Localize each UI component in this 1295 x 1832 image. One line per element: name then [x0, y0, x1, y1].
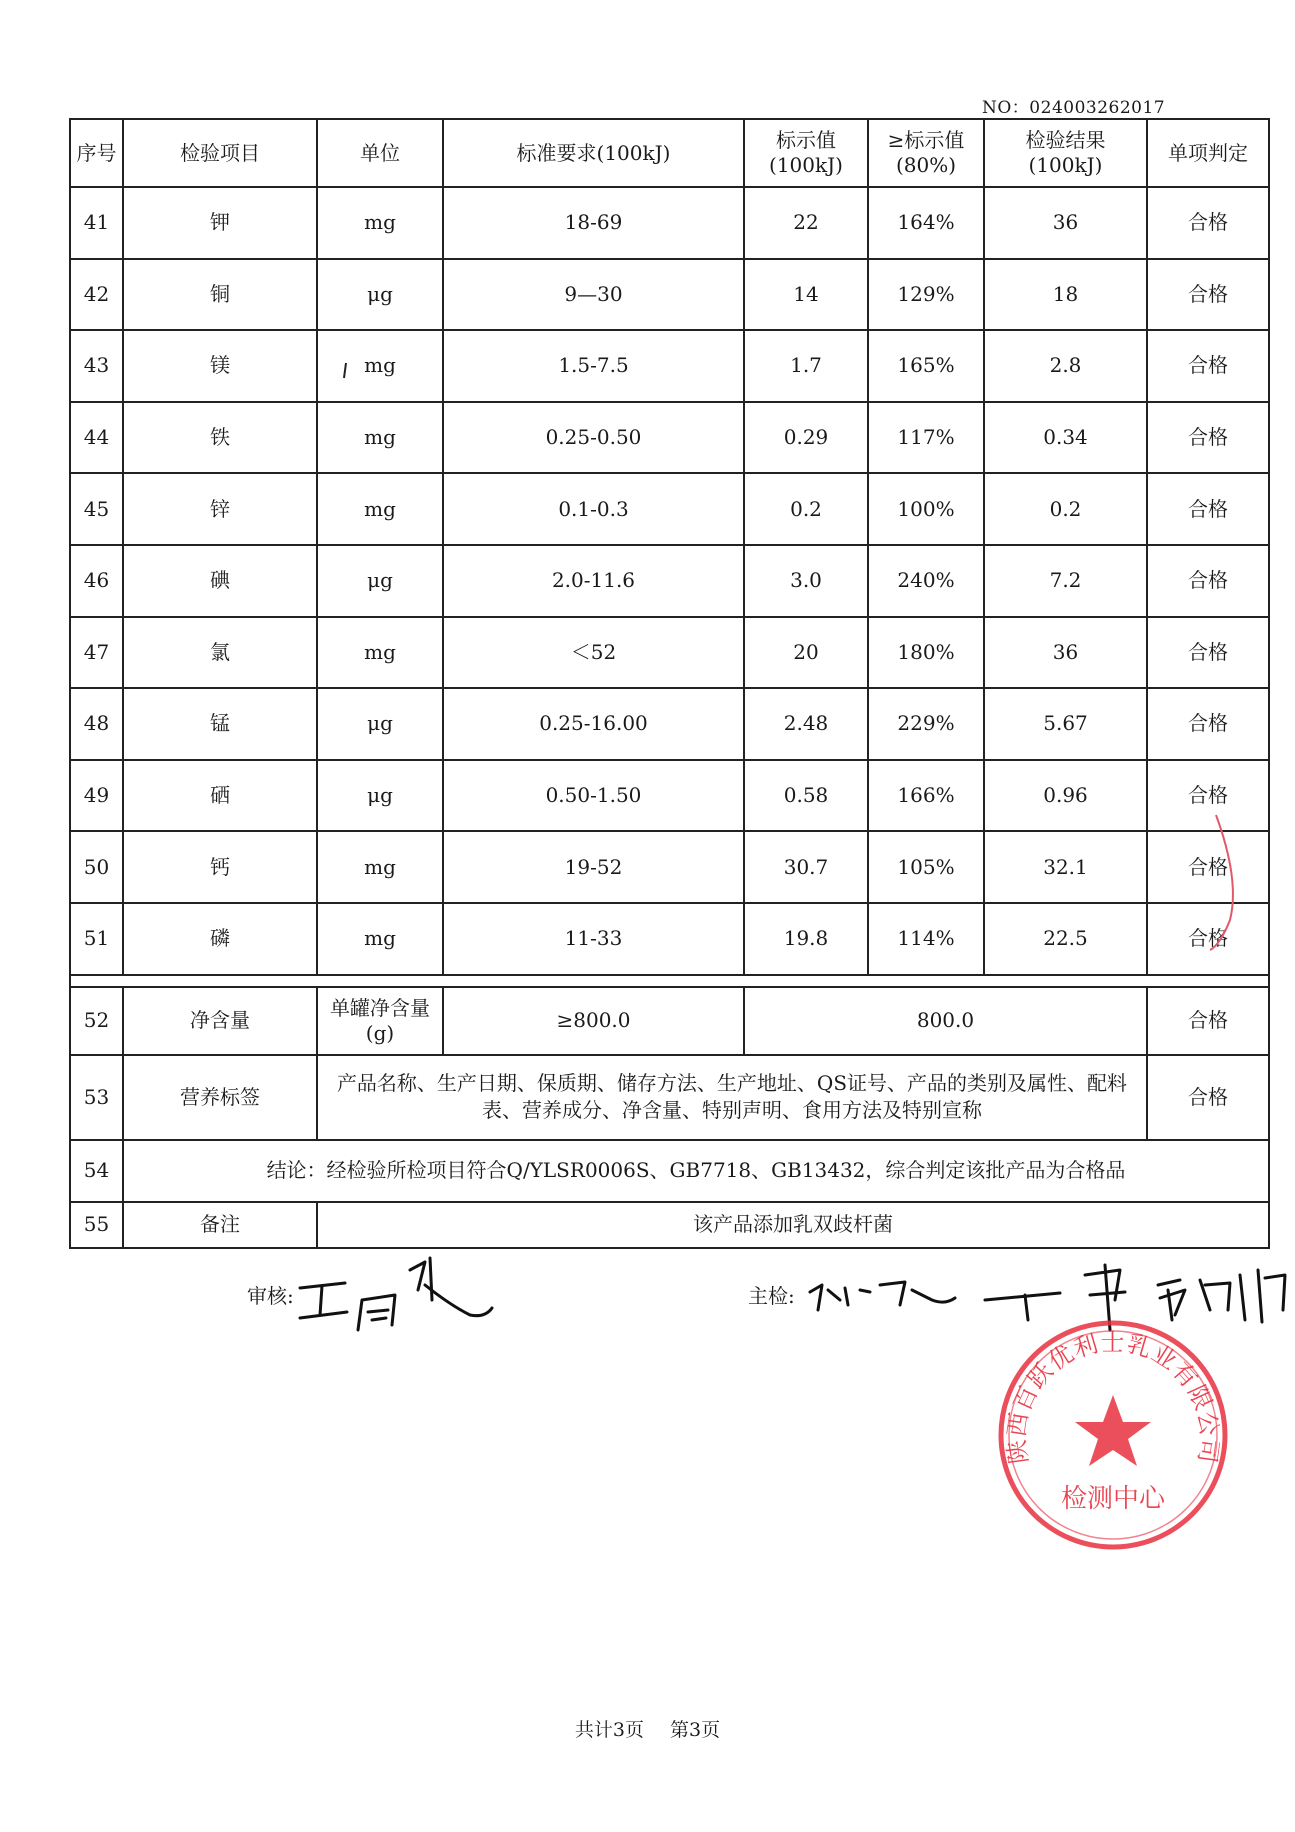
cell-seq: 55 [70, 1202, 123, 1248]
table-row [70, 617, 1269, 689]
cell-unit [317, 987, 443, 1055]
table-row [70, 760, 1269, 832]
cell-labeled: 0.2 [744, 473, 868, 545]
cell-result: 32.1 [984, 831, 1147, 903]
cell-ratio: 166% [868, 760, 984, 832]
cell-seq: 54 [70, 1140, 123, 1202]
reviewer-label: 审核: [247, 1284, 294, 1308]
stamp-center-text: 检测中心 [1060, 1484, 1166, 1514]
table-row-53 [70, 1055, 1269, 1140]
cell-result: 0.34 [984, 402, 1147, 474]
cell-labeled: 3.0 [744, 545, 868, 617]
cell-standard: 0.50-1.50 [443, 760, 744, 832]
cell-item: 氯 [123, 617, 317, 689]
cell-seq: 42 [70, 259, 123, 331]
cell-labeled: 30.7 [744, 831, 868, 903]
cell-verdict: 合格 [1147, 545, 1269, 617]
cell-ratio: 105% [868, 831, 984, 903]
svg-text:陕西百跃优利士乳业有限公司 [1002, 1328, 1223, 1465]
table-row [70, 259, 1269, 331]
cell-ratio: 164% [868, 187, 984, 259]
cell-unit: mg [317, 187, 443, 259]
table-row [70, 330, 1269, 402]
table-row-52 [70, 987, 1269, 1055]
header-unit: 单位 [317, 119, 443, 187]
header-result [984, 119, 1147, 187]
cell-result: 0.96 [984, 760, 1147, 832]
cell-verdict: 合格 [1147, 688, 1269, 760]
cell-labeled: 0.29 [744, 402, 868, 474]
cell-standard: 1.5-7.5 [443, 330, 744, 402]
header-item: 检验项目 [123, 119, 317, 187]
cell-result: 2.8 [984, 330, 1147, 402]
cell-seq: 50 [70, 831, 123, 903]
cell-unit: mg [317, 402, 443, 474]
table-separator [70, 975, 1269, 987]
header-standard: 标准要求(100kJ) [443, 119, 744, 187]
cell-unit-line2: (g) [365, 1020, 395, 1045]
header-ratio [868, 119, 984, 187]
table-row [70, 473, 1269, 545]
header-labeled-line2: (100kJ) [769, 153, 843, 177]
cell-labeled: 2.48 [744, 688, 868, 760]
header-verdict: 单项判定 [1147, 119, 1269, 187]
cell-unit: μg [317, 688, 443, 760]
table-row-54 [70, 1140, 1269, 1202]
cell-standard: 11-33 [443, 903, 744, 975]
cell-seq: 48 [70, 688, 123, 760]
cell-standard: ＜52 [443, 617, 744, 689]
cell-verdict: 合格 [1147, 617, 1269, 689]
cell-unit: mg [317, 831, 443, 903]
inspector-signature [810, 1265, 1285, 1330]
cell-unit: μg [317, 760, 443, 832]
report-number: NO：024003262017 [982, 98, 1166, 118]
cell-standard: 0.1-0.3 [443, 473, 744, 545]
cell-ratio: 129% [868, 259, 984, 331]
cell-ratio: 114% [868, 903, 984, 975]
cell-item: 碘 [123, 545, 317, 617]
cell-standard: 9—30 [443, 259, 744, 331]
cell-item: 硒 [123, 760, 317, 832]
table-row [70, 545, 1269, 617]
cell-item: 锰 [123, 688, 317, 760]
cell-standard: 2.0-11.6 [443, 545, 744, 617]
cell-verdict: 合格 [1147, 187, 1269, 259]
cell-item: 营养标签 [123, 1055, 317, 1140]
cell-seq: 53 [70, 1055, 123, 1140]
table-body [70, 187, 1269, 975]
cell-item: 磷 [123, 903, 317, 975]
cell-verdict: 合格 [1147, 402, 1269, 474]
inspection-table [69, 118, 1270, 1249]
cell-seq: 44 [70, 402, 123, 474]
cell-labeled: 0.58 [744, 760, 868, 832]
header-ratio-line2: (80%) [895, 153, 957, 177]
cell-verdict: 合格 [1147, 831, 1269, 903]
cell-unit: mg [317, 473, 443, 545]
cell-ratio: 100% [868, 473, 984, 545]
header-result-line2: (100kJ) [1028, 153, 1103, 177]
cell-unit: μg [317, 259, 443, 331]
cell-result: 18 [984, 259, 1147, 331]
cell-ratio: 165% [868, 330, 984, 402]
cell-seq: 45 [70, 473, 123, 545]
cell-result: 800.0 [744, 987, 1147, 1055]
cell-content: 产品名称、生产日期、保质期、储存方法、生产地址、QS证号、产品的类别及属性、配料表、营养成分、净含量、特别声明、食用方法及特别宣称 [317, 1055, 1147, 1140]
cell-unit: mg [317, 903, 443, 975]
cell-result: 36 [984, 187, 1147, 259]
table-row [70, 688, 1269, 760]
header-labeled [744, 119, 868, 187]
cell-item: 镁 [123, 330, 317, 402]
cell-conclusion: 结论：经检验所检项目符合Q/YLSR0006S、GB7718、GB13432，综合判定该批产品为合格品 [123, 1140, 1269, 1202]
page-footer [0, 1715, 1295, 1742]
cell-item: 净含量 [123, 987, 317, 1055]
cell-seq: 49 [70, 760, 123, 832]
cell-result: 36 [984, 617, 1147, 689]
cell-item: 钾 [123, 187, 317, 259]
cell-item: 锌 [123, 473, 317, 545]
cell-seq: 41 [70, 187, 123, 259]
cell-verdict: 合格 [1147, 473, 1269, 545]
cell-ratio: 229% [868, 688, 984, 760]
cell-result: 5.67 [984, 688, 1147, 760]
cell-remark: 该产品添加乳双歧杆菌 [317, 1202, 1269, 1248]
cell-item: 备注 [123, 1202, 317, 1248]
cell-seq: 46 [70, 545, 123, 617]
cell-standard: ≥800.0 [443, 987, 744, 1055]
cell-labeled: 14 [744, 259, 868, 331]
cell-verdict: 合格 [1147, 330, 1269, 402]
cell-verdict: 合格 [1147, 903, 1269, 975]
cell-seq: 47 [70, 617, 123, 689]
cell-ratio: 180% [868, 617, 984, 689]
cell-item: 钙 [123, 831, 317, 903]
cell-verdict: 合格 [1147, 987, 1269, 1055]
cell-ratio: 117% [868, 402, 984, 474]
cell-standard: 0.25-0.50 [443, 402, 744, 474]
inspector-label: 主检: [748, 1284, 795, 1308]
cell-standard: 19-52 [443, 831, 744, 903]
cell-verdict: 合格 [1147, 760, 1269, 832]
table-row [70, 402, 1269, 474]
cell-standard: 18-69 [443, 187, 744, 259]
cell-result: 7.2 [984, 545, 1147, 617]
cell-standard: 0.25-16.00 [443, 688, 744, 760]
stamp-ring-text: 陕西百跃优利士乳业有限公司 [1002, 1328, 1224, 1466]
table-row [70, 903, 1269, 975]
cell-labeled: 22 [744, 187, 868, 259]
cell-unit: mg [317, 330, 443, 402]
cell-labeled: 20 [744, 617, 868, 689]
table-header-row [70, 119, 1269, 187]
header-result-line1: 检验结果 [1025, 128, 1106, 152]
table-row-55 [70, 1202, 1269, 1248]
cell-result: 0.2 [984, 473, 1147, 545]
footer-current-page: 第3页 [670, 1719, 721, 1741]
company-stamp [1001, 1323, 1225, 1547]
cell-ratio: 240% [868, 545, 984, 617]
cell-verdict: 合格 [1147, 259, 1269, 331]
cell-labeled: 19.8 [744, 903, 868, 975]
cell-seq: 52 [70, 987, 123, 1055]
cell-item: 铁 [123, 402, 317, 474]
table-row [70, 187, 1269, 259]
cell-seq: 51 [70, 903, 123, 975]
cell-verdict: 合格 [1147, 1055, 1269, 1140]
cell-labeled: 1.7 [744, 330, 868, 402]
header-labeled-line1: 标示值 [776, 128, 836, 152]
footer-total-pages: 共计3页 [574, 1719, 644, 1741]
cell-result: 22.5 [984, 903, 1147, 975]
reviewer-signature [300, 1258, 492, 1330]
header-seq: 序号 [70, 119, 123, 187]
cell-item: 铜 [123, 259, 317, 331]
cell-seq: 43 [70, 330, 123, 402]
cell-unit: mg [317, 617, 443, 689]
table-row [70, 831, 1269, 903]
cell-unit-line1: 单罐净含量 [330, 995, 430, 1020]
header-ratio-line1: ≥标示值 [887, 128, 965, 152]
cell-unit: μg [317, 545, 443, 617]
